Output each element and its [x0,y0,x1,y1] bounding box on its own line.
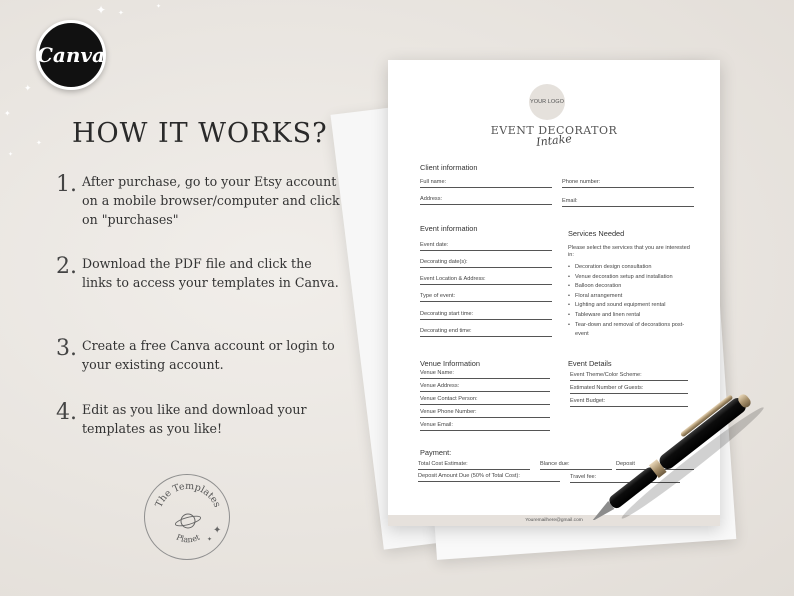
seal-text-top: The Templates [153,480,223,510]
step-number: 4. [56,400,77,425]
field-full-name: Full name: [420,179,552,188]
field-travel-fee: Travel fee: [570,474,680,483]
field-address: Address: [420,196,552,205]
field-phone: Phone number: [562,179,694,188]
step-text: Create a free Canva account or login to your existing account. [82,338,335,372]
field-decorating-end: Decorating end time: [420,328,552,337]
service-item: • Venue decoration setup and installation [568,273,694,283]
page-headline: HOW IT WORKS? [72,118,328,149]
step-number: 3. [56,336,77,361]
svg-text:✦: ✦ [213,525,222,536]
step-text: Edit as you like and download your templates as you like! [82,402,307,436]
step-text: After purchase, go to your Etsy account on a mobile browser/computer and click on "purchases" [82,174,340,227]
sparkle-icon: ✦ [156,4,162,10]
section-heading-payment: Payment: [420,448,452,457]
svg-text:The Templates [153,481,222,510]
logo-placeholder: YOUR LOGO [529,84,565,120]
sparkle-icon: ✦ [36,140,42,147]
field-venue-name: Venue Name: [420,370,550,379]
step-text: Download the PDF file and click the links to access your templates in Canva. [82,256,339,290]
section-heading-services: Services Needed [568,229,625,238]
service-item: • Balloon decoration [568,282,694,292]
canva-badge [36,20,106,90]
sparkle-icon: ✦ [4,109,11,118]
section-heading-details: Event Details [568,359,612,368]
seal-text-bottom: Planet [174,532,202,545]
service-item: • Tear-down and removal of decorations post-event [568,321,694,340]
field-event-theme: Event Theme/Color Scheme: [570,372,688,381]
field-venue-contact: Venue Contact Person: [420,396,550,405]
sparkle-icon: ✦ [8,152,14,158]
field-balance-due: Blance due: [540,461,612,470]
field-venue-email: Venue Email: [420,422,550,431]
sparkle-icon: ✦ [118,10,124,17]
sparkle-icon: ✦ [24,83,32,93]
section-heading-venue: Venue Information [420,359,480,368]
field-decorating-dates: Decorating date(s): [420,259,552,268]
pen-icon [570,380,790,520]
field-venue-phone: Venue Phone Number: [420,409,550,418]
step-number: 1. [56,172,77,197]
form-title: EVENT DECORATOR [490,124,618,137]
field-email: Email: [562,198,694,207]
field-event-budget: Event Budget: [570,398,688,407]
form-script-title: Intake [535,132,573,149]
field-total-cost: Total Cost Estimate: [418,461,530,470]
step-number: 2. [56,254,77,279]
field-event-location: Event Location & Address: [420,276,552,285]
field-deposit: Deposit [616,461,694,470]
service-item: • Decoration design consultation [568,263,694,273]
field-guest-count: Estimated Number of Guests: [570,385,688,394]
services-list [568,263,694,340]
field-decorating-start: Decorating start time: [420,311,552,320]
field-event-type: Type of event: [420,293,552,302]
brand-seal [144,474,230,560]
planet-icon [145,475,231,561]
sparkle-icon: ✦ [96,3,107,17]
svg-text:Planet [175,532,202,544]
field-venue-address: Venue Address: [420,383,550,392]
section-heading-event: Event information [420,224,478,233]
field-deposit-due: Deposit Amount Due (50% of Total Cost): [418,473,560,482]
services-intro: Please select the services that you are interested in: [568,245,690,258]
footer-email-bar: Youremailhere@gmail.com [388,515,720,526]
service-item: • Tableware and linen rental [568,311,694,321]
service-item: • Lighting and sound equipment rental [568,301,694,311]
canva-logo-text: Canva [37,43,105,67]
section-heading-client: Client information [420,163,478,172]
field-event-date: Event date: [420,242,552,251]
svg-text:✦: ✦ [207,537,213,543]
service-item: • Floral arrangement [568,292,694,302]
